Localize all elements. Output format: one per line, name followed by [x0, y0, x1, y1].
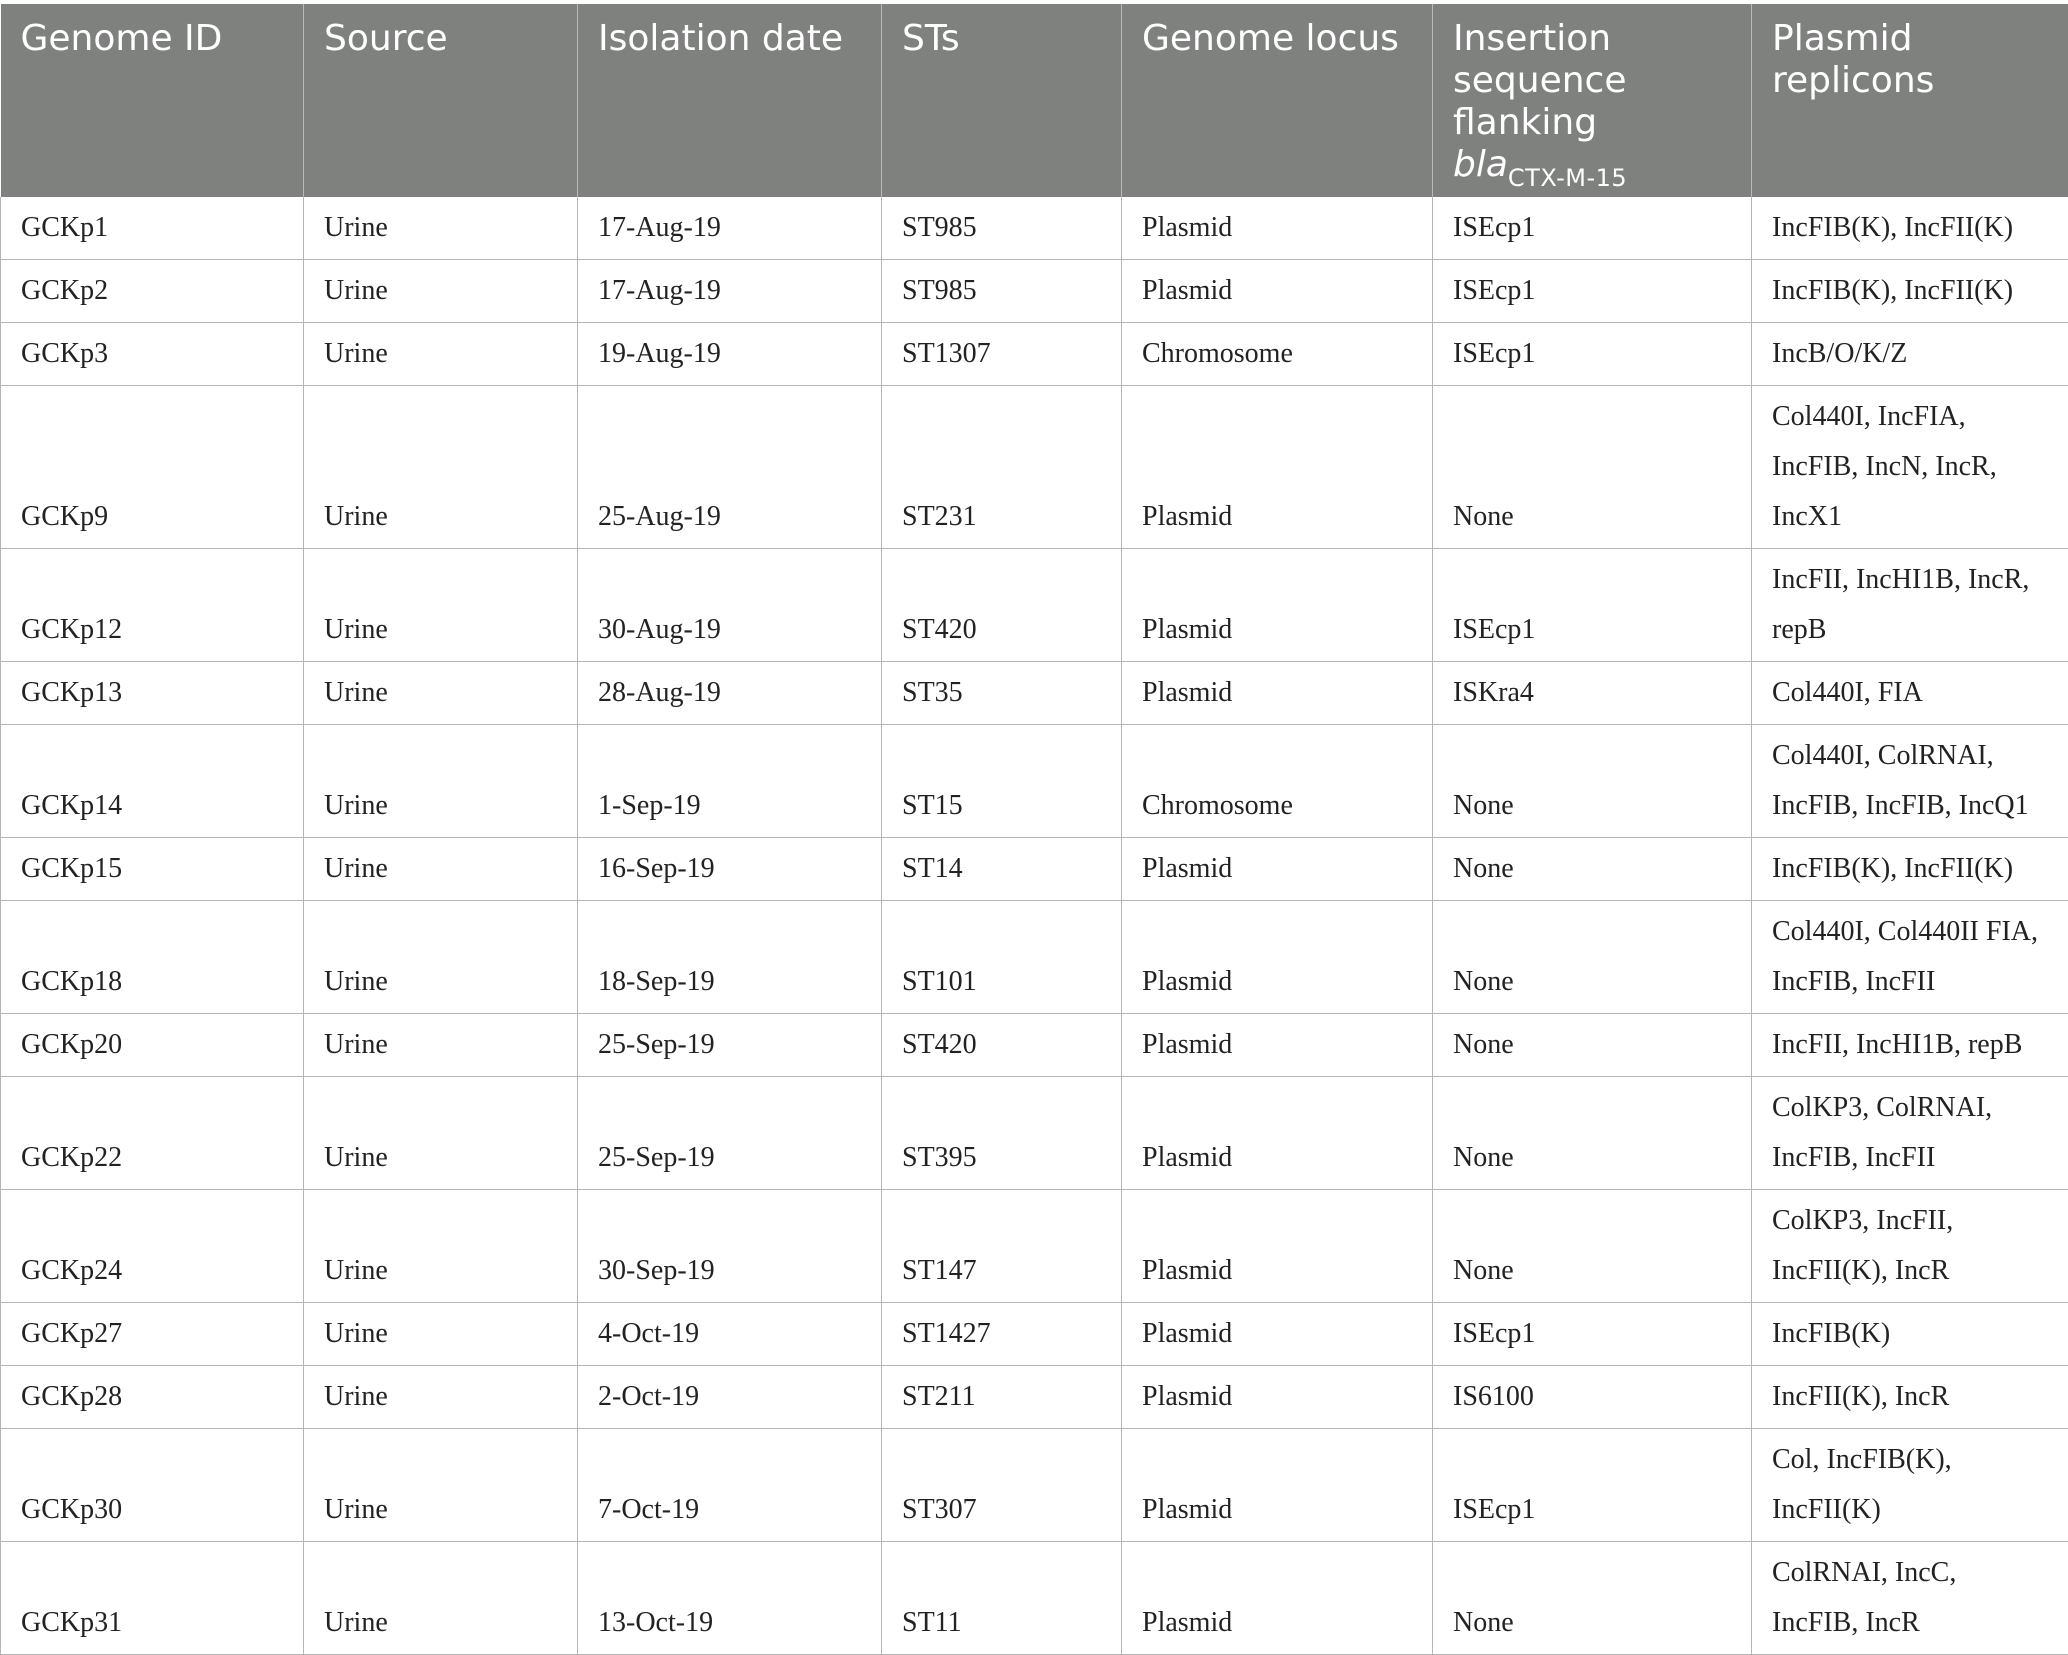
header-row — [1, 4, 2068, 197]
table-row — [1, 1542, 2068, 1655]
cell-plasmid-replicons — [1752, 1077, 2068, 1190]
header-insertion-gene-italic: bla — [1453, 144, 1508, 185]
replicon-line: IncB/O/K/Z — [1772, 329, 2048, 379]
replicon-line: Col440I, ColRNAI, — [1772, 731, 2048, 781]
replicon-line: IncX1 — [1772, 492, 2048, 542]
cell-isolation-date: 2-Oct-19 — [578, 1366, 882, 1429]
cell-st: ST985 — [882, 197, 1122, 260]
cell-plasmid-replicons — [1752, 260, 2068, 323]
cell-genome-id: GCKp28 — [1, 1366, 304, 1429]
replicon-line: repB — [1772, 605, 2048, 655]
cell-genome-locus: Plasmid — [1122, 1542, 1433, 1655]
replicon-line: ColKP3, ColRNAI, — [1772, 1083, 2048, 1133]
cell-genome-locus: Plasmid — [1122, 662, 1433, 725]
cell-source: Urine — [304, 1190, 578, 1303]
cell-genome-id: GCKp3 — [1, 323, 304, 386]
cell-st: ST231 — [882, 386, 1122, 549]
cell-insertion-sequence: ISEcp1 — [1433, 260, 1752, 323]
cell-source: Urine — [304, 662, 578, 725]
cell-genome-locus: Plasmid — [1122, 1014, 1433, 1077]
cell-insertion-sequence: ISEcp1 — [1433, 323, 1752, 386]
cell-genome-locus: Plasmid — [1122, 1366, 1433, 1429]
cell-insertion-sequence: None — [1433, 1542, 1752, 1655]
table-row — [1, 838, 2068, 901]
replicon-line: IncFII(K), IncR — [1772, 1246, 2048, 1296]
cell-genome-id: GCKp20 — [1, 1014, 304, 1077]
table-row — [1, 662, 2068, 725]
cell-source: Urine — [304, 323, 578, 386]
cell-plasmid-replicons — [1752, 323, 2068, 386]
table-row — [1, 1303, 2068, 1366]
cell-insertion-sequence: ISEcp1 — [1433, 197, 1752, 260]
header-sts — [882, 4, 1122, 197]
cell-plasmid-replicons — [1752, 662, 2068, 725]
cell-isolation-date: 19-Aug-19 — [578, 323, 882, 386]
cell-st: ST15 — [882, 725, 1122, 838]
header-genome-id — [1, 4, 304, 197]
replicon-line: ColRNAI, IncC, — [1772, 1548, 2048, 1598]
table-body — [1, 197, 2068, 1655]
cell-insertion-sequence: IS6100 — [1433, 1366, 1752, 1429]
header-insertion-sequence — [1433, 4, 1752, 197]
replicon-line: Col, IncFIB(K), — [1772, 1435, 2048, 1485]
replicon-line: IncFIB(K) — [1772, 1309, 2048, 1359]
cell-plasmid-replicons — [1752, 197, 2068, 260]
header-insertion-gene-subscript: CTX-M-15 — [1508, 164, 1627, 192]
cell-isolation-date: 1-Sep-19 — [578, 725, 882, 838]
cell-isolation-date: 18-Sep-19 — [578, 901, 882, 1014]
table-row — [1, 549, 2068, 662]
table-row — [1, 1429, 2068, 1542]
header-insertion-line1: Insertion — [1453, 18, 1731, 60]
cell-genome-id: GCKp13 — [1, 662, 304, 725]
cell-genome-id: GCKp2 — [1, 260, 304, 323]
table-row — [1, 323, 2068, 386]
cell-source: Urine — [304, 260, 578, 323]
cell-insertion-sequence: None — [1433, 1190, 1752, 1303]
cell-plasmid-replicons — [1752, 1542, 2068, 1655]
cell-genome-locus: Plasmid — [1122, 549, 1433, 662]
cell-plasmid-replicons — [1752, 1429, 2068, 1542]
header-insertion-line2: sequence — [1453, 60, 1731, 102]
cell-genome-locus: Chromosome — [1122, 323, 1433, 386]
header-plasmid-line2: replicons — [1772, 60, 2049, 102]
cell-plasmid-replicons — [1752, 901, 2068, 1014]
header-isolation-date — [578, 4, 882, 197]
cell-st: ST11 — [882, 1542, 1122, 1655]
replicon-line: IncFIB, IncR — [1772, 1598, 2048, 1648]
cell-source: Urine — [304, 549, 578, 662]
cell-genome-id: GCKp27 — [1, 1303, 304, 1366]
header-isolation-date-label: Isolation date — [598, 18, 843, 59]
cell-isolation-date: 7-Oct-19 — [578, 1429, 882, 1542]
cell-genome-locus: Plasmid — [1122, 901, 1433, 1014]
cell-isolation-date: 16-Sep-19 — [578, 838, 882, 901]
cell-st: ST14 — [882, 838, 1122, 901]
cell-st: ST307 — [882, 1429, 1122, 1542]
cell-st: ST147 — [882, 1190, 1122, 1303]
cell-genome-locus: Plasmid — [1122, 386, 1433, 549]
cell-plasmid-replicons — [1752, 549, 2068, 662]
cell-source: Urine — [304, 1366, 578, 1429]
cell-genome-id: GCKp22 — [1, 1077, 304, 1190]
cell-source: Urine — [304, 1429, 578, 1542]
cell-insertion-sequence: None — [1433, 725, 1752, 838]
cell-insertion-sequence: None — [1433, 1014, 1752, 1077]
table-row — [1, 1014, 2068, 1077]
cell-insertion-sequence: ISEcp1 — [1433, 1429, 1752, 1542]
replicon-line: ColKP3, IncFII, — [1772, 1196, 2048, 1246]
cell-insertion-sequence: ISEcp1 — [1433, 549, 1752, 662]
header-sts-label: STs — [902, 18, 960, 59]
header-insertion-line3: flanking — [1453, 102, 1731, 144]
cell-isolation-date: 30-Aug-19 — [578, 549, 882, 662]
cell-source: Urine — [304, 197, 578, 260]
replicon-line: IncFIB, IncFII — [1772, 1133, 2048, 1183]
cell-genome-id: GCKp24 — [1, 1190, 304, 1303]
cell-genome-id: GCKp1 — [1, 197, 304, 260]
cell-plasmid-replicons — [1752, 838, 2068, 901]
cell-plasmid-replicons — [1752, 1190, 2068, 1303]
table-row — [1, 901, 2068, 1014]
cell-source: Urine — [304, 901, 578, 1014]
cell-st: ST1427 — [882, 1303, 1122, 1366]
cell-plasmid-replicons — [1752, 1303, 2068, 1366]
cell-genome-id: GCKp15 — [1, 838, 304, 901]
table-row — [1, 1077, 2068, 1190]
cell-insertion-sequence: ISKra4 — [1433, 662, 1752, 725]
replicon-line: IncFIB(K), IncFII(K) — [1772, 266, 2048, 316]
cell-insertion-sequence: None — [1433, 901, 1752, 1014]
header-source-label: Source — [324, 18, 448, 59]
cell-genome-id: GCKp9 — [1, 386, 304, 549]
cell-st: ST985 — [882, 260, 1122, 323]
cell-isolation-date: 13-Oct-19 — [578, 1542, 882, 1655]
header-genome-locus — [1122, 4, 1433, 197]
cell-genome-locus: Chromosome — [1122, 725, 1433, 838]
cell-isolation-date: 17-Aug-19 — [578, 197, 882, 260]
cell-st: ST1307 — [882, 323, 1122, 386]
header-genome-id-label: Genome ID — [21, 18, 223, 59]
cell-genome-locus: Plasmid — [1122, 260, 1433, 323]
cell-genome-id: GCKp14 — [1, 725, 304, 838]
cell-st: ST420 — [882, 549, 1122, 662]
cell-source: Urine — [304, 386, 578, 549]
replicon-line: Col440I, IncFIA, — [1772, 392, 2048, 442]
replicon-line: IncFII(K) — [1772, 1485, 2048, 1535]
replicon-line: IncFIB(K), IncFII(K) — [1772, 203, 2048, 253]
replicon-line: IncFII(K), IncR — [1772, 1372, 2048, 1422]
replicon-line: Col440I, Col440II FIA, — [1772, 907, 2048, 957]
cell-genome-locus: Plasmid — [1122, 1190, 1433, 1303]
replicon-line: IncFII, IncHI1B, IncR, — [1772, 555, 2048, 605]
cell-source: Urine — [304, 1077, 578, 1190]
cell-isolation-date: 25-Aug-19 — [578, 386, 882, 549]
header-genome-locus-label: Genome locus — [1142, 18, 1399, 59]
cell-isolation-date: 30-Sep-19 — [578, 1190, 882, 1303]
cell-isolation-date: 25-Sep-19 — [578, 1077, 882, 1190]
header-source — [304, 4, 578, 197]
genome-table — [0, 4, 2068, 1655]
table-header — [1, 4, 2068, 197]
cell-plasmid-replicons — [1752, 1366, 2068, 1429]
cell-st: ST395 — [882, 1077, 1122, 1190]
cell-source: Urine — [304, 725, 578, 838]
header-insertion-gene — [1453, 144, 1731, 189]
replicon-line: IncFIB, IncN, IncR, — [1772, 442, 2048, 492]
replicon-line: IncFIB(K), IncFII(K) — [1772, 844, 2048, 894]
cell-genome-locus: Plasmid — [1122, 1429, 1433, 1542]
table-row — [1, 260, 2068, 323]
cell-genome-locus: Plasmid — [1122, 1303, 1433, 1366]
cell-plasmid-replicons — [1752, 386, 2068, 549]
cell-isolation-date: 28-Aug-19 — [578, 662, 882, 725]
cell-source: Urine — [304, 1542, 578, 1655]
cell-source: Urine — [304, 838, 578, 901]
cell-isolation-date: 25-Sep-19 — [578, 1014, 882, 1077]
cell-isolation-date: 4-Oct-19 — [578, 1303, 882, 1366]
replicon-line: IncFIB, IncFIB, IncQ1 — [1772, 781, 2048, 831]
table-row — [1, 386, 2068, 549]
cell-st: ST101 — [882, 901, 1122, 1014]
cell-genome-locus: Plasmid — [1122, 197, 1433, 260]
cell-genome-locus: Plasmid — [1122, 1077, 1433, 1190]
replicon-line: IncFII, IncHI1B, repB — [1772, 1020, 2048, 1070]
cell-plasmid-replicons — [1752, 725, 2068, 838]
table-row — [1, 1366, 2068, 1429]
cell-insertion-sequence: None — [1433, 386, 1752, 549]
table-row — [1, 725, 2068, 838]
table-row — [1, 197, 2068, 260]
cell-genome-id: GCKp30 — [1, 1429, 304, 1542]
cell-st: ST35 — [882, 662, 1122, 725]
cell-genome-id: GCKp12 — [1, 549, 304, 662]
cell-st: ST420 — [882, 1014, 1122, 1077]
cell-insertion-sequence: ISEcp1 — [1433, 1303, 1752, 1366]
cell-st: ST211 — [882, 1366, 1122, 1429]
cell-genome-id: GCKp18 — [1, 901, 304, 1014]
header-plasmid-line1: Plasmid — [1772, 18, 2049, 60]
cell-source: Urine — [304, 1303, 578, 1366]
replicon-line: IncFIB, IncFII — [1772, 957, 2048, 1007]
table-row — [1, 1190, 2068, 1303]
cell-genome-id: GCKp31 — [1, 1542, 304, 1655]
header-plasmid-replicons — [1752, 4, 2068, 197]
cell-insertion-sequence: None — [1433, 838, 1752, 901]
cell-source: Urine — [304, 1014, 578, 1077]
cell-isolation-date: 17-Aug-19 — [578, 260, 882, 323]
cell-plasmid-replicons — [1752, 1014, 2068, 1077]
cell-genome-locus: Plasmid — [1122, 838, 1433, 901]
cell-insertion-sequence: None — [1433, 1077, 1752, 1190]
replicon-line: Col440I, FIA — [1772, 668, 2048, 718]
